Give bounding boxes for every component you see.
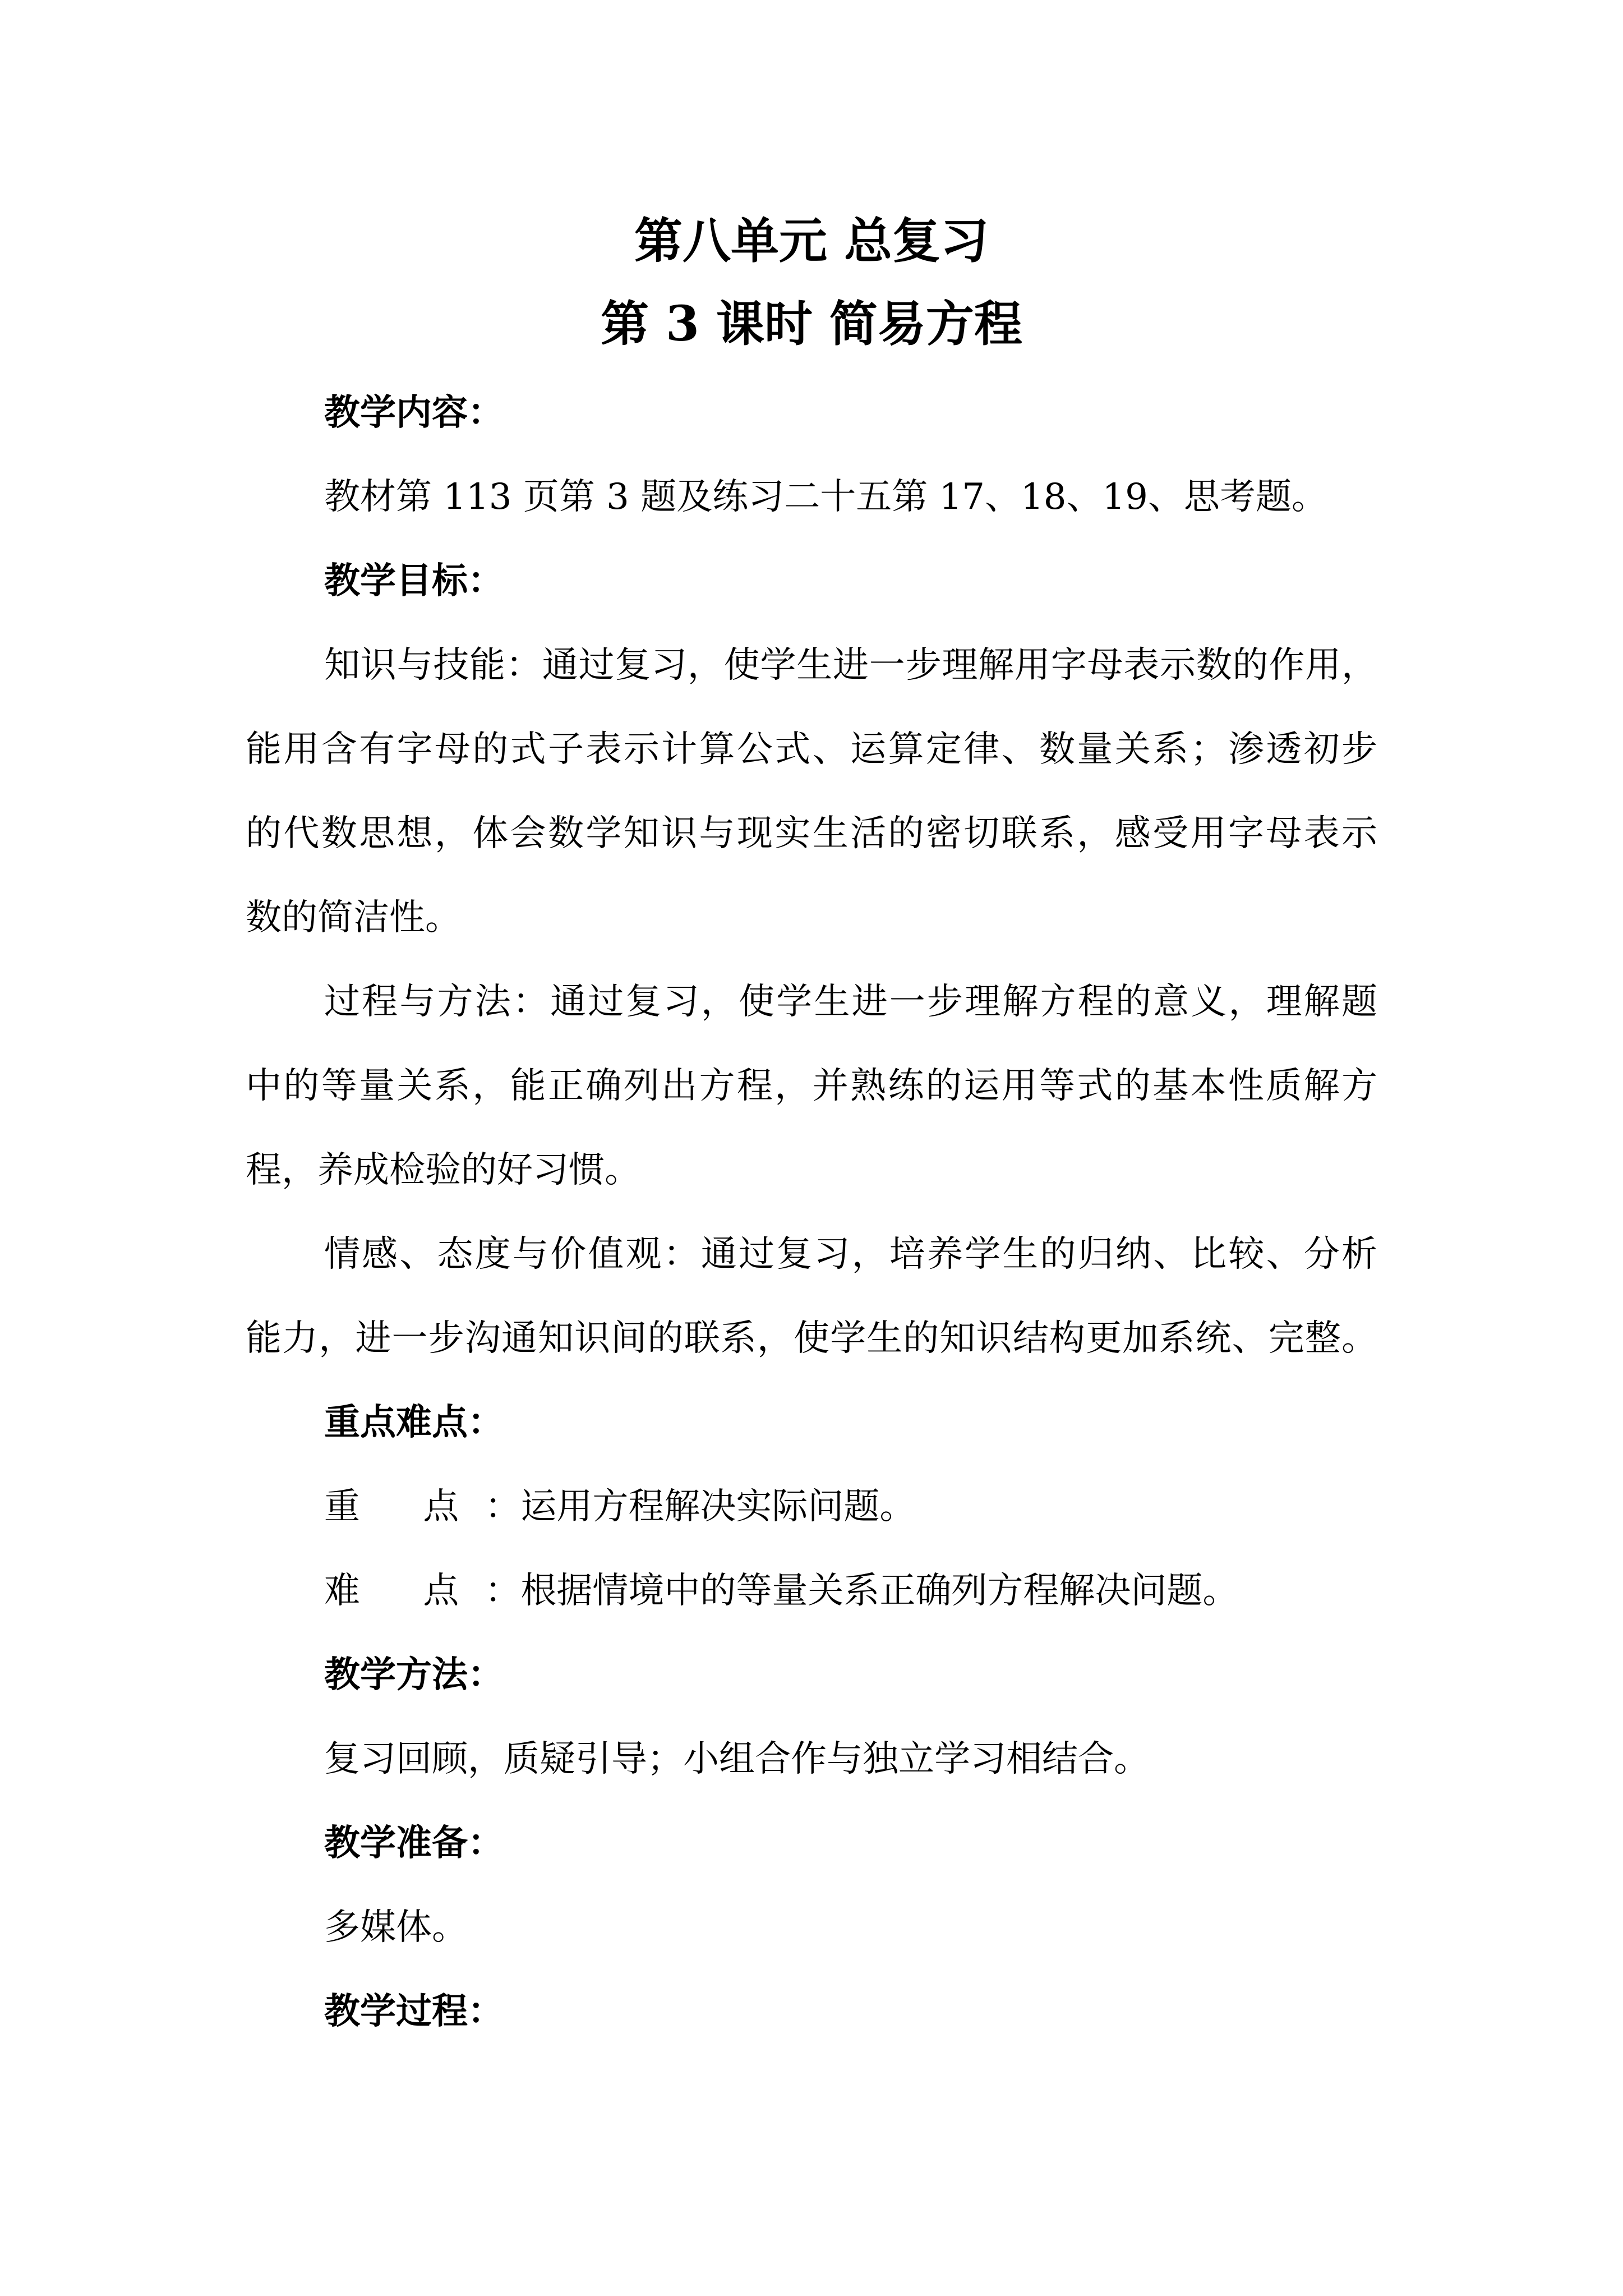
focus-line [324, 1480, 915, 1534]
difficulty-text: ：根据情境中的等量关系正确列方程解决问题。 [485, 1570, 1239, 1612]
difficulty-label: 难 点 [324, 1570, 485, 1612]
emotion-line-1: 情感、态度与价值观：通过复习，培养学生的归纳、比较、分析 [324, 1234, 1377, 1275]
process-heading: 教学过程： [324, 1991, 504, 2032]
preparation-heading: 教学准备： [324, 1823, 504, 1864]
objectives-heading: 教学目标： [324, 560, 504, 602]
focus-label: 重 点 [324, 1486, 485, 1527]
process-line-2: 中的等量关系，能正确列出方程，并熟练的运用等式的基本性质解方 [246, 1065, 1377, 1107]
knowledge-line-3: 的代数思想，体会数学知识与现实生活的密切联系，感受用字母表示 [246, 813, 1377, 854]
process-line-1: 过程与方法：通过复习，使学生进一步理解方程的意义，理解题 [324, 981, 1377, 1023]
methods-heading: 教学方法： [324, 1654, 504, 1696]
knowledge-line-4: 数的简洁性。 [246, 897, 461, 938]
process-line-3: 程，养成检验的好习惯。 [246, 1149, 640, 1191]
knowledge-line-1: 知识与技能：通过复习，使学生进一步理解用字母表示数的作用， [324, 645, 1377, 686]
knowledge-line-2: 能用含有字母的式子表示计算公式、运算定律、数量关系；渗透初步 [246, 729, 1377, 770]
key-points-heading: 重点难点： [324, 1402, 504, 1443]
content-text: 教材第 113 页第 3 题及练习二十五第 17、18、19、思考题。 [324, 476, 1327, 518]
methods-text: 复习回顾，质疑引导；小组合作与独立学习相结合。 [324, 1738, 1150, 1780]
focus-text: ：运用方程解决实际问题。 [485, 1486, 916, 1527]
content-heading: 教学内容： [324, 392, 504, 434]
preparation-text: 多媒体。 [324, 1907, 468, 1948]
difficulty-line [324, 1564, 1238, 1618]
unit-title: 第八单元 总复习 [634, 213, 989, 269]
lesson-title: 第 3 课时 简易方程 [601, 296, 1022, 352]
emotion-line-2: 能力，进一步沟通知识间的联系，使学生的知识结构更加系统、完整。 [246, 1318, 1377, 1359]
